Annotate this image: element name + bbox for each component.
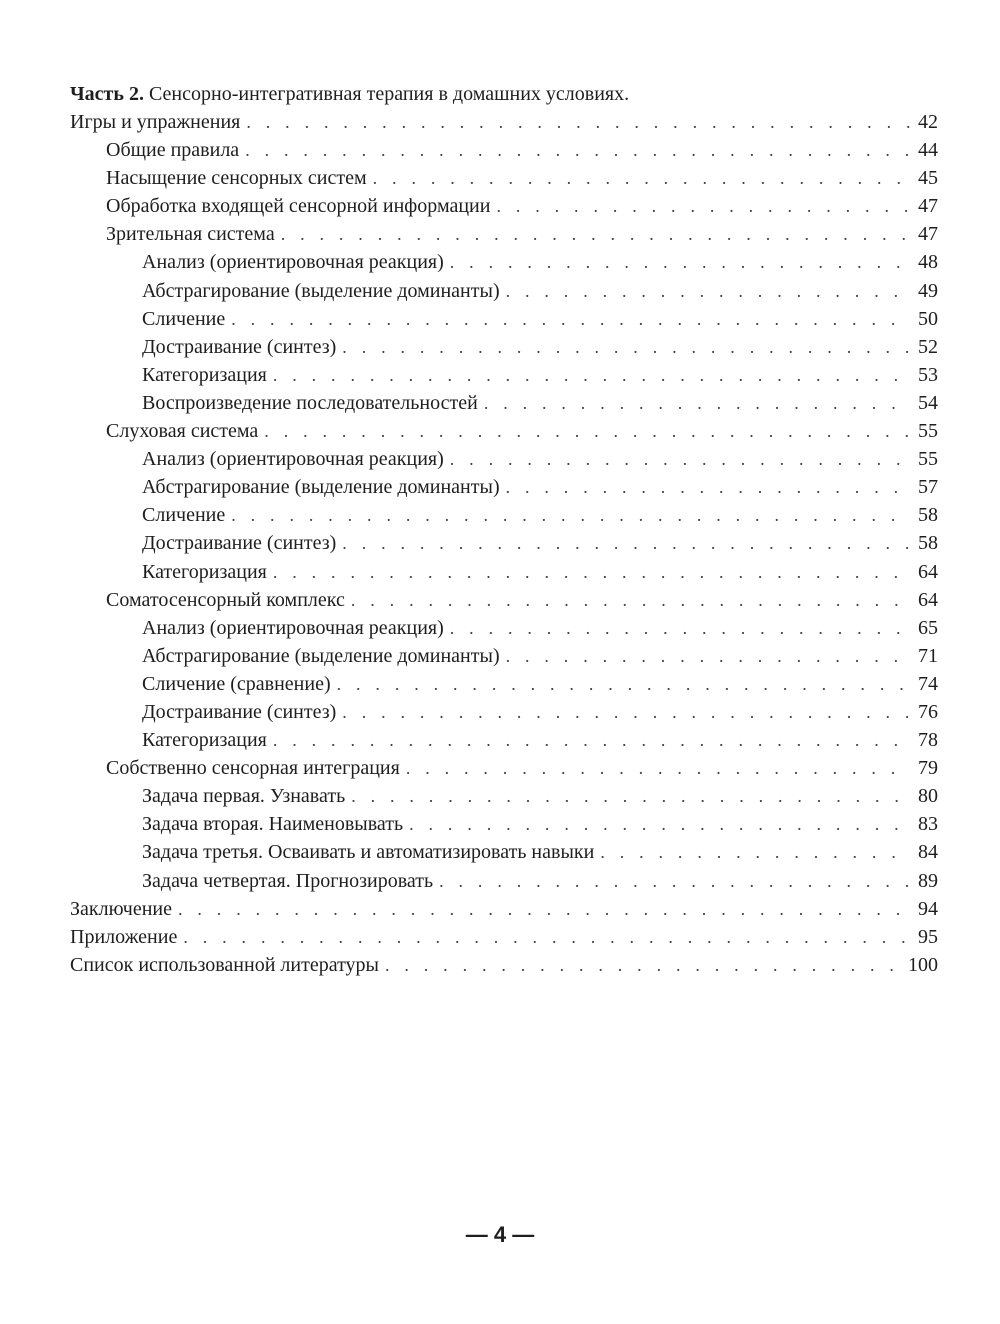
dot-leader <box>506 473 910 501</box>
toc-entry <box>70 417 938 445</box>
toc-entry-page: 64 <box>918 560 938 583</box>
toc-entry <box>70 333 938 361</box>
dot-leader <box>183 923 910 951</box>
toc-entry-title: Обработка входящей сенсорной информации <box>106 195 491 218</box>
toc-entry <box>70 586 938 614</box>
toc-entry-page: 65 <box>918 616 938 639</box>
toc-entries <box>70 108 938 979</box>
dot-leader <box>406 754 910 782</box>
toc-entry <box>70 642 938 670</box>
toc-entry <box>70 614 938 642</box>
toc-entry-title: Игры и упражнения <box>70 111 241 133</box>
toc-entry-page: 47 <box>918 195 938 218</box>
dot-leader <box>409 810 910 838</box>
toc-entry-title: Категоризация <box>142 560 267 583</box>
dot-leader <box>245 136 910 164</box>
page-number: — 4 — <box>465 1222 535 1247</box>
toc-entry-title: Задача третья. Осваивать и автоматизировать навыки <box>142 841 595 864</box>
toc-entry-page: 45 <box>918 167 938 190</box>
toc-entry <box>70 361 938 389</box>
dot-leader <box>373 164 910 192</box>
toc-entry-page: 74 <box>918 672 938 695</box>
toc-entry <box>70 558 938 586</box>
part-title: Сенсорно-интегративная терапия в домашних условиях. <box>143 83 630 105</box>
toc-entry-page: 52 <box>918 335 938 358</box>
toc-entry-title: Слуховая система <box>106 420 259 443</box>
toc-entry-title: Анализ (ориентировочная реакция) <box>142 251 444 274</box>
toc-entry <box>70 670 938 698</box>
toc-entry <box>70 277 938 305</box>
part-heading <box>70 80 938 108</box>
toc-entry-page: 84 <box>918 841 938 864</box>
dot-leader <box>231 305 910 333</box>
toc-entry <box>70 164 938 192</box>
toc-entry-title: Абстрагирование (выделение доминанты) <box>142 279 500 302</box>
dot-leader <box>450 614 910 642</box>
dot-leader <box>351 782 910 810</box>
part-label: Часть 2. <box>70 83 144 105</box>
dot-leader <box>450 445 910 473</box>
toc-entry <box>70 389 938 417</box>
toc-entry-page: 44 <box>918 139 938 162</box>
toc-entry-page: 57 <box>918 476 938 499</box>
toc-entry-title: Анализ (ориентировочная реакция) <box>142 616 444 639</box>
toc-entry-page: 53 <box>918 363 938 386</box>
dot-leader <box>342 698 910 726</box>
toc-entry-title: Воспроизведение последовательностей <box>142 391 478 414</box>
toc-entry <box>70 895 938 923</box>
toc-entry-title: Достраивание (синтез) <box>142 700 337 723</box>
toc-entry <box>70 838 938 866</box>
toc-entry-page: 58 <box>918 504 938 527</box>
toc-entry <box>70 445 938 473</box>
toc-entry <box>70 726 938 754</box>
toc-entry-title: Приложение <box>70 925 178 948</box>
toc-entry-title: Категоризация <box>142 729 267 752</box>
toc-entry <box>70 754 938 782</box>
toc-entry <box>70 810 938 838</box>
toc-entry-page: 100 <box>908 953 938 976</box>
toc-entry <box>70 108 938 136</box>
toc-entry-page: 47 <box>918 223 938 246</box>
dot-leader <box>496 192 910 220</box>
toc-entry-page: 50 <box>918 307 938 330</box>
toc-entry-title: Общие правила <box>106 139 240 162</box>
toc-entry-page: 89 <box>918 869 938 892</box>
toc-entry-title: Сличение <box>142 307 226 330</box>
dot-leader <box>337 670 910 698</box>
toc-entry-title: Абстрагирование (выделение доминанты) <box>142 644 500 667</box>
toc-entry-title: Задача первая. Узнавать <box>142 785 346 808</box>
dot-leader <box>273 361 910 389</box>
toc-entry-page: 42 <box>918 111 938 133</box>
toc-entry-page: 54 <box>918 391 938 414</box>
toc-entry-page: 55 <box>918 448 938 471</box>
toc-entry <box>70 698 938 726</box>
toc-entry <box>70 136 938 164</box>
dot-leader <box>600 838 910 866</box>
toc-entry-page: 71 <box>918 644 938 667</box>
toc-entry-page: 79 <box>918 757 938 780</box>
table-of-contents <box>70 80 938 979</box>
dot-leader <box>342 333 910 361</box>
toc-entry <box>70 192 938 220</box>
toc-entry-title: Сличение <box>142 504 226 527</box>
toc-entry-page: 49 <box>918 279 938 302</box>
dot-leader <box>450 248 910 276</box>
toc-entry-title: Зрительная система <box>106 223 275 246</box>
dot-leader <box>484 389 910 417</box>
toc-entry-page: 64 <box>918 588 938 611</box>
dot-leader <box>273 726 910 754</box>
toc-entry <box>70 305 938 333</box>
toc-entry <box>70 782 938 810</box>
dot-leader <box>231 501 910 529</box>
toc-entry <box>70 473 938 501</box>
toc-entry <box>70 867 938 895</box>
toc-entry-title: Категоризация <box>142 363 267 386</box>
toc-entry-page: 94 <box>918 897 938 920</box>
toc-entry <box>70 529 938 557</box>
toc-entry-title: Собственно сенсорная интеграция <box>106 757 400 780</box>
toc-entry-title: Задача вторая. Наименовывать <box>142 813 404 836</box>
toc-entry-title: Насыщение сенсорных систем <box>106 167 367 190</box>
dot-leader <box>178 895 910 923</box>
dot-leader <box>506 277 910 305</box>
dot-leader <box>273 558 910 586</box>
toc-entry <box>70 501 938 529</box>
dot-leader <box>385 951 904 979</box>
toc-entry-title: Абстрагирование (выделение доминанты) <box>142 476 500 499</box>
toc-entry <box>70 220 938 248</box>
toc-entry-page: 83 <box>918 813 938 836</box>
toc-entry-page: 78 <box>918 729 938 752</box>
toc-entry-page: 95 <box>918 925 938 948</box>
dot-leader <box>281 220 910 248</box>
toc-entry <box>70 923 938 951</box>
toc-entry-page: 48 <box>918 251 938 274</box>
toc-entry-title: Сличение (сравнение) <box>142 672 331 695</box>
toc-entry-title: Заключение <box>70 897 172 920</box>
dot-leader <box>342 529 910 557</box>
dot-leader <box>506 642 910 670</box>
toc-entry-page: 76 <box>918 700 938 723</box>
toc-entry-page: 80 <box>918 785 938 808</box>
toc-entry-title: Достраивание (синтез) <box>142 335 337 358</box>
dot-leader <box>439 867 910 895</box>
toc-entry-title: Список использованной литературы <box>70 953 379 976</box>
toc-entry-title: Соматосенсорный комплекс <box>106 588 345 611</box>
dot-leader <box>264 417 910 445</box>
toc-entry <box>70 248 938 276</box>
dot-leader <box>351 586 910 614</box>
toc-entry-title: Достраивание (синтез) <box>142 532 337 555</box>
toc-entry-title: Анализ (ориентировочная реакция) <box>142 448 444 471</box>
toc-entry-page: 58 <box>918 532 938 555</box>
toc-entry-title: Задача четвертая. Прогнозировать <box>142 869 434 892</box>
toc-entry <box>70 951 938 979</box>
dot-leader <box>246 108 910 136</box>
toc-entry-page: 55 <box>918 420 938 443</box>
